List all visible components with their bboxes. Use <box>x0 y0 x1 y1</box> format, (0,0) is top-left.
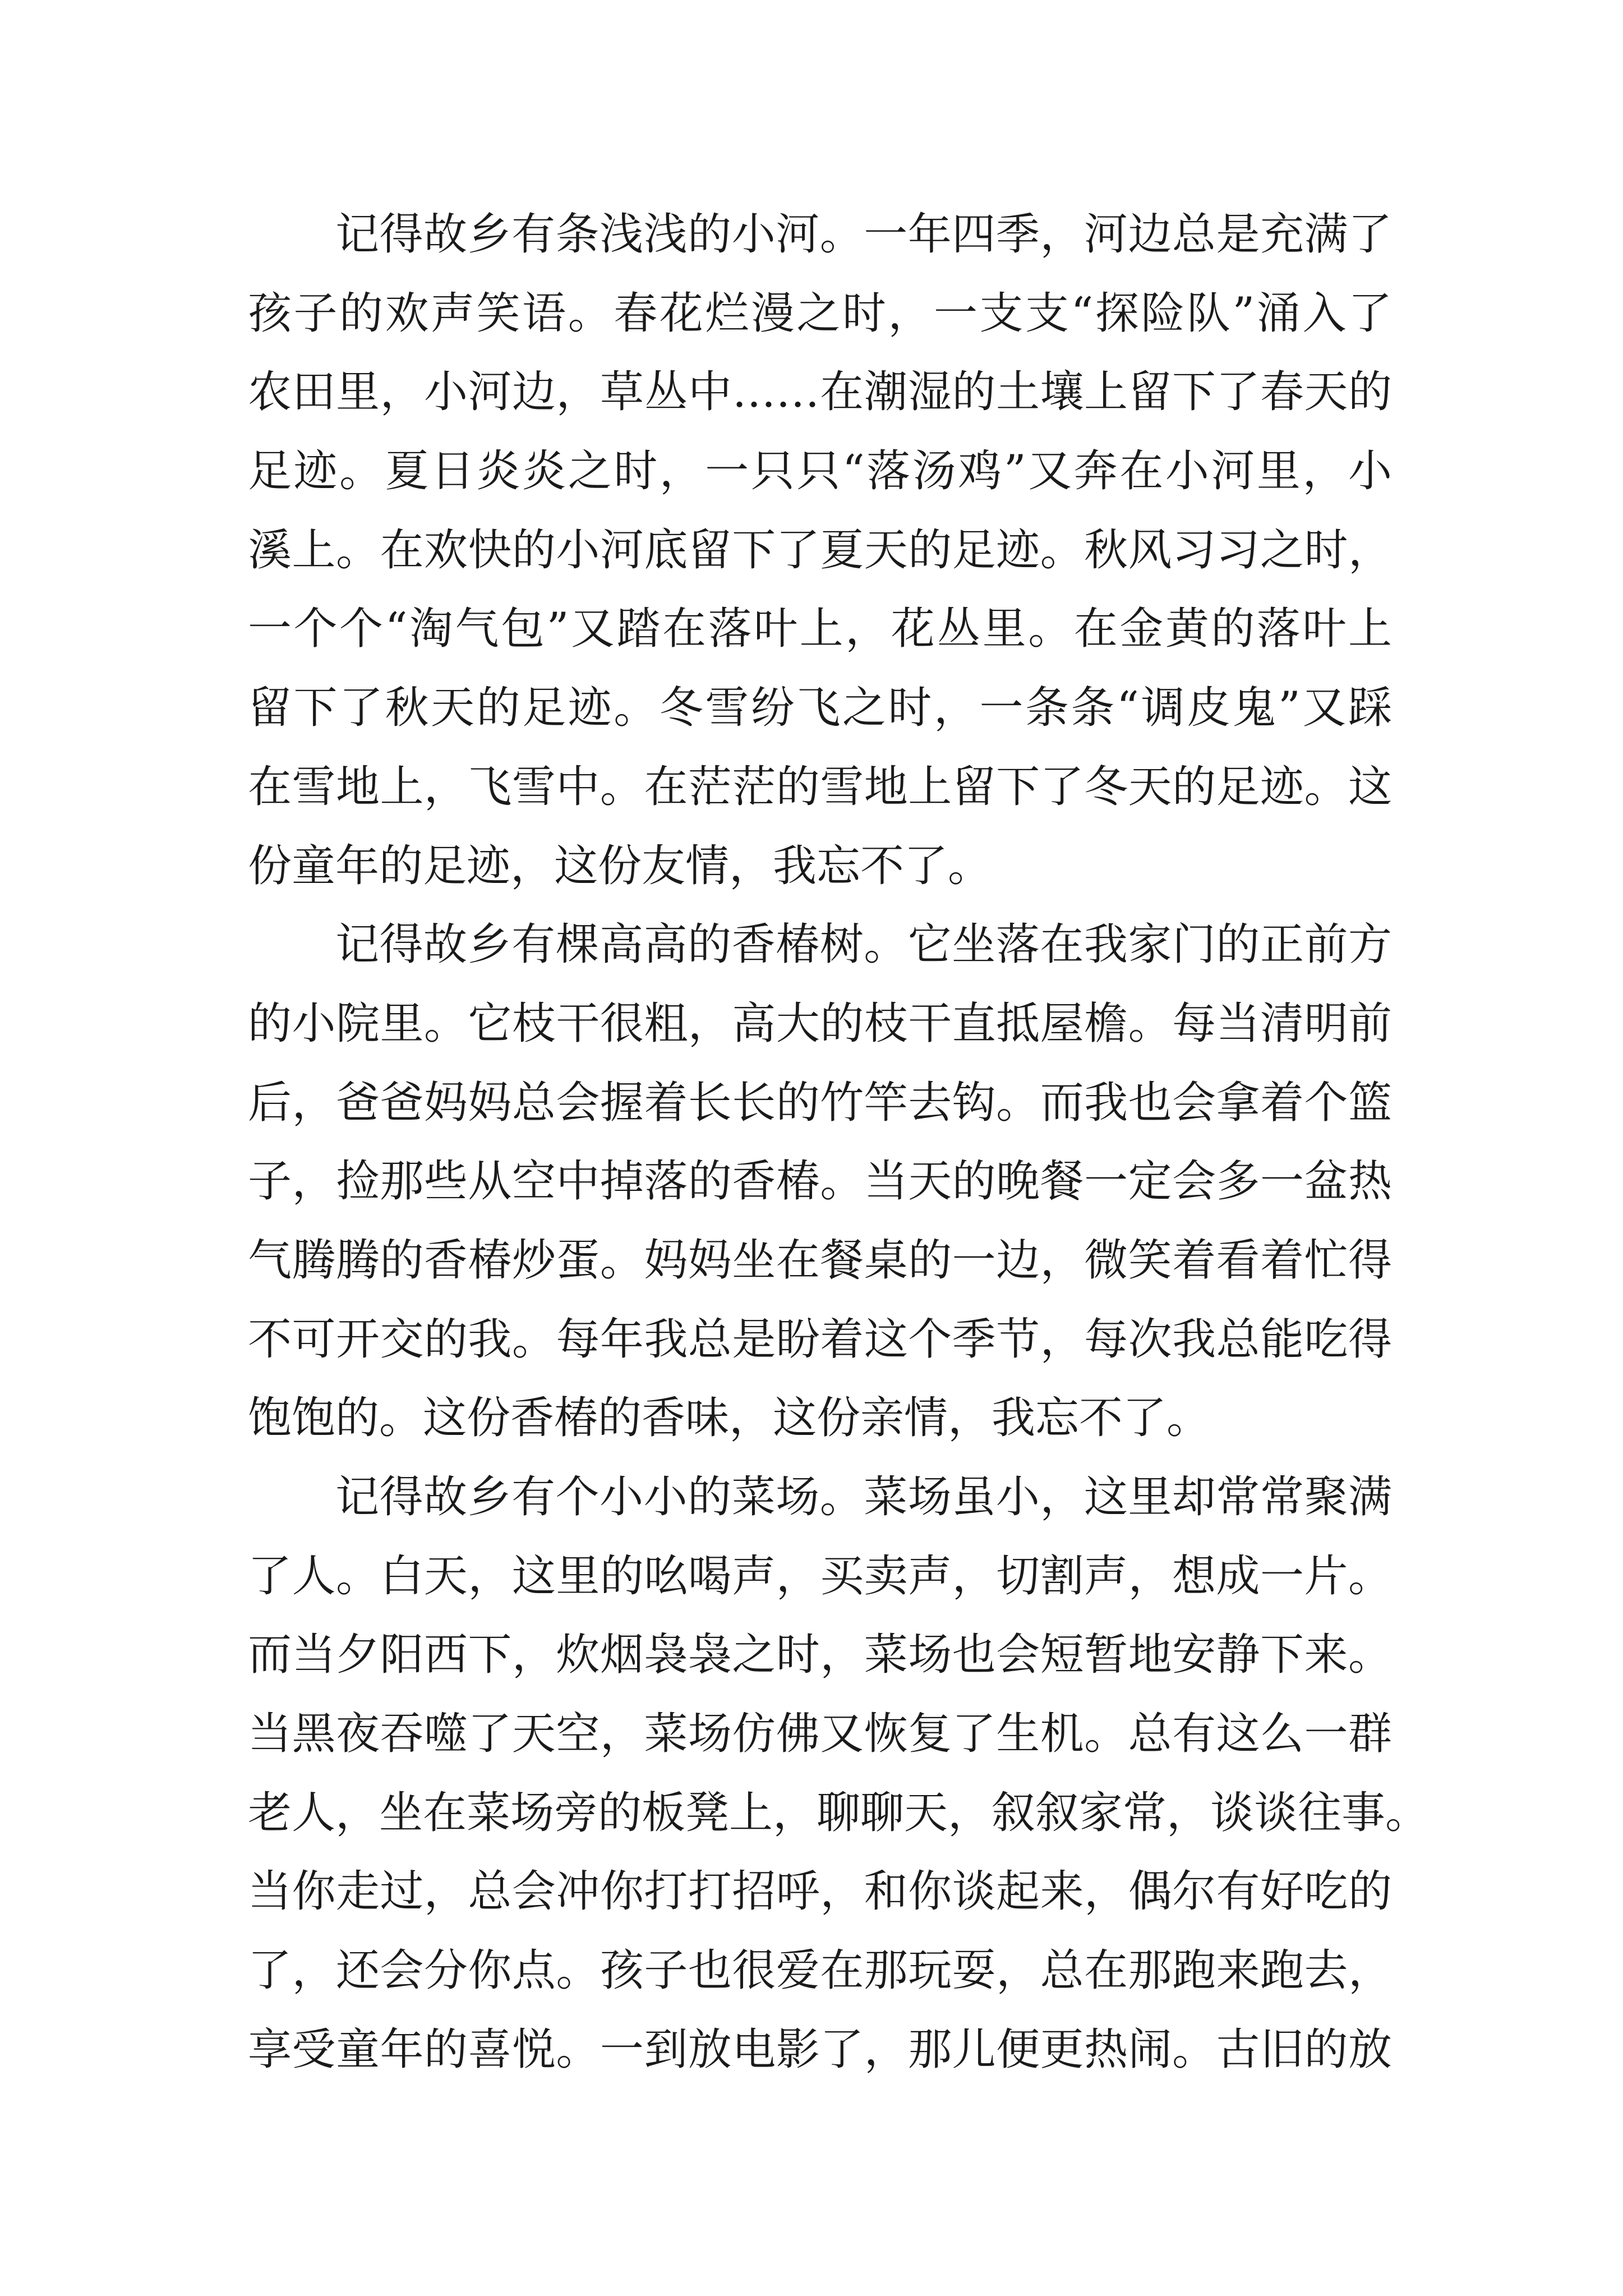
paragraph-3-line-7: 了，还会分你点。孩子也很爱在那玩耍，总在那跑来跑去， <box>248 1945 1392 1996</box>
paragraph-3-line-3: 而当夕阳西下，炊烟袅袅之时，菜场也会短暂地安静下来。 <box>248 1630 1392 1681</box>
paragraph-1-line-3: 农田里，小河边，草丛中……在潮湿的土壤上留下了春天的 <box>248 367 1392 418</box>
paragraph-1-line-8: 在雪地上，飞雪中。在茫茫的雪地上留下了冬天的足迹。这 <box>248 761 1392 812</box>
paragraph-1-line-9: 份童年的足迹，这份友情，我忘不了。 <box>248 840 992 891</box>
paragraph-1-line-4: 足迹。夏日炎炎之时，一只只“落汤鸡”又奔在小河里，小 <box>248 446 1392 497</box>
paragraph-2-line-4: 子，捡那些从空中掉落的香椿。当天的晚餐一定会多一盆热 <box>248 1156 1392 1207</box>
paragraph-1-line-6: 一个个“淘气包”又踏在落叶上，花丛里。在金黄的落叶上 <box>248 604 1392 655</box>
paragraph-3-line-6: 当你走过，总会冲你打打招呼，和你谈起来，偶尔有好吃的 <box>248 1866 1392 1917</box>
paragraph-3-line-8: 享受童年的喜悦。一到放电影了，那儿便更热闹。古旧的放 <box>248 2024 1392 2075</box>
paragraph-3-line-2: 了人。白天，这里的吆喝声，买卖声，切割声，想成一片。 <box>248 1550 1392 1602</box>
paragraph-2-line-3: 后，爸爸妈妈总会握着长长的竹竿去钩。而我也会拿着个篮 <box>248 1077 1392 1128</box>
paragraph-1-line-2: 孩子的欢声笑语。春花烂漫之时，一支支“探险队”涌入了 <box>248 288 1392 339</box>
paragraph-2-line-5: 气腾腾的香椿炒蛋。妈妈坐在餐桌的一边，微笑着看着忙得 <box>248 1235 1392 1286</box>
paragraph-3-line-5: 老人，坐在菜场旁的板凳上，聊聊天，叙叙家常，谈谈往事。 <box>248 1787 1430 1838</box>
paragraph-3-line-1: 记得故乡有个小小的菜场。菜场虽小，这里却常常聚满 <box>335 1472 1392 1522</box>
paragraph-2-line-1: 记得故乡有棵高高的香椿树。它坐落在我家门的正前方 <box>335 919 1392 970</box>
paragraph-3-line-4: 当黑夜吞噬了天空，菜场仿佛又恢复了生机。总有这么一群 <box>248 1709 1392 1760</box>
paragraph-1-line-7: 留下了秋天的足迹。冬雪纷飞之时，一条条“调皮鬼”又踩 <box>248 683 1392 734</box>
paragraph-2-line-6: 不可开交的我。每年我总是盼着这个季节，每次我总能吃得 <box>248 1314 1392 1365</box>
paragraph-1-line-1: 记得故乡有条浅浅的小河。一年四季，河边总是充满了 <box>335 209 1392 260</box>
paragraph-2-line-2: 的小院里。它枝干很粗，高大的枝干直抵屋檐。每当清明前 <box>248 998 1392 1049</box>
paragraph-2-line-7: 饱饱的。这份香椿的香味，这份亲情，我忘不了。 <box>248 1393 1211 1444</box>
paragraph-1-line-5: 溪上。在欢快的小河底留下了夏天的足迹。秋风习习之时， <box>248 524 1392 576</box>
essay-body <box>248 195 1430 2090</box>
